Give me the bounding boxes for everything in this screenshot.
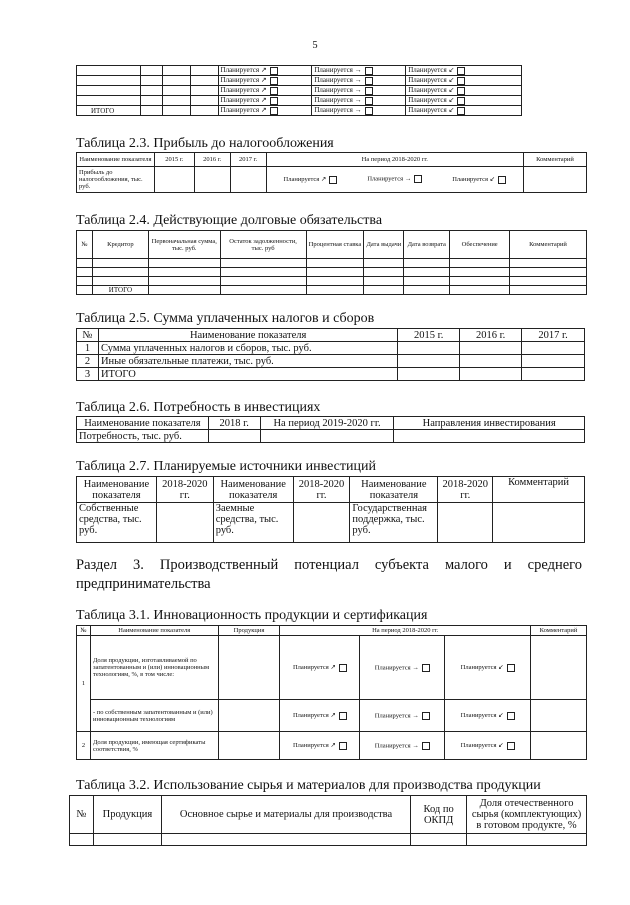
checkbox[interactable] xyxy=(422,664,430,672)
table-2-4-caption: Таблица 2.4. Действующие долговые обязательства xyxy=(76,213,383,228)
header-cell: Первоначальная сумма, тыс. руб. xyxy=(148,231,220,259)
row-label: Потребность, тыс. руб. xyxy=(77,430,209,443)
checkbox[interactable] xyxy=(365,67,373,75)
header-cell: 2015 г. xyxy=(398,329,460,342)
header-cell: На период 2018-2020 гг. xyxy=(280,626,531,636)
row-label: Государственная поддержка, тыс. руб. xyxy=(350,503,438,543)
header-cell: 2018-2020 гг. xyxy=(156,477,213,503)
checkbox[interactable] xyxy=(457,87,465,95)
header-cell: Дата возврата xyxy=(404,231,450,259)
header-cell: № xyxy=(77,626,91,636)
top-continuation-table: Планируется ↗ Планируется → Планируется ↙ Планируется ↗ Планируется → Планируется ↙ Планируется ↗ Планируется → Планируется ↙ Планируется ↗ Планируется → Планируется ↙ ИТОГО Планируется ↗ Планируется → Планируется ↙ xyxy=(76,65,522,116)
row-label: Прибыль до налогообложения, тыс. руб. xyxy=(77,167,155,193)
table-2-6 xyxy=(76,416,585,443)
total-label: ИТОГО xyxy=(77,106,141,116)
header-cell: Наименование показателя xyxy=(77,477,157,503)
header-cell: Комментарий xyxy=(531,626,587,636)
header-cell: 2018-2020 гг. xyxy=(293,477,350,503)
header-cell: На период 2019-2020 гг. xyxy=(260,417,394,430)
header-cell: № xyxy=(70,796,94,834)
header-cell: 2015 г. xyxy=(154,153,194,167)
table-row: 1 Сумма уплаченных налогов и сборов, тыс. руб. xyxy=(77,342,585,355)
header-cell: 2016 г. xyxy=(194,153,230,167)
header-cell: Продукция xyxy=(93,796,161,834)
row-label: Заемные средства, тыс. руб. xyxy=(213,503,293,543)
header-cell: 2017 г. xyxy=(522,329,585,342)
header-cell: Наименование показателя xyxy=(98,329,397,342)
checkbox[interactable] xyxy=(329,176,337,184)
header-cell: Наименование показателя xyxy=(77,417,209,430)
checkbox[interactable] xyxy=(507,742,515,750)
table-2-3-caption: Таблица 2.3. Прибыль до налогообложения xyxy=(76,136,334,151)
checkbox[interactable] xyxy=(339,712,347,720)
checkbox[interactable] xyxy=(457,77,465,85)
plan-cell: Планируется ↗ Планируется → Планируется ↙ xyxy=(266,167,524,193)
table-3-1 xyxy=(76,625,587,760)
header-cell: Наименование показателя xyxy=(90,626,218,636)
checkbox[interactable] xyxy=(339,742,347,750)
table-row: 2 Иные обязательные платежи, тыс. руб. xyxy=(77,355,585,368)
header-cell: Код по ОКПД xyxy=(411,796,467,834)
table-2-4 xyxy=(76,230,587,295)
checkbox[interactable] xyxy=(270,107,278,115)
page-number: 5 xyxy=(312,40,318,51)
checkbox[interactable] xyxy=(422,712,430,720)
table-2-5-caption: Таблица 2.5. Сумма уплаченных налогов и сборов xyxy=(76,311,375,326)
table-3-1-caption: Таблица 3.1. Инновационность продукции и сертификация xyxy=(76,608,428,623)
checkbox[interactable] xyxy=(457,67,465,75)
checkbox[interactable] xyxy=(365,77,373,85)
header-cell: Комментарий xyxy=(510,231,587,259)
checkbox[interactable] xyxy=(457,97,465,105)
section-heading: Раздел 3. Производственный потенциал субъекта малого и среднего предпринимательства xyxy=(76,557,582,592)
header-cell: Обеспечение xyxy=(450,231,510,259)
checkbox[interactable] xyxy=(270,67,278,75)
checkbox[interactable] xyxy=(365,107,373,115)
table-2-7 xyxy=(76,476,585,543)
table-2-5 xyxy=(76,328,585,381)
table-row: 2 Доля продукции, имеющая сертификаты соответствия, % Планируется ↗ Планируется → Планируется ↙ xyxy=(77,732,587,760)
table-row: 1 Доля продукции, изготавливаемой по запатентованным и (или) инновационным технологиям, %, в том числе: Планируется ↗ Планируется → Планируется ↙ xyxy=(77,636,587,700)
table-2-6-caption: Таблица 2.6. Потребность в инвестициях xyxy=(76,400,321,415)
header-cell: Направления инвестирования xyxy=(394,417,585,430)
total-label: ИТОГО xyxy=(92,286,148,295)
plan-down-cell: Планируется ↙ xyxy=(406,66,522,76)
table-2-3 xyxy=(76,152,587,193)
header-cell: Комментарий xyxy=(493,477,585,503)
header-cell: На период 2018-2020 гг. xyxy=(266,153,524,167)
checkbox[interactable] xyxy=(422,742,430,750)
checkbox[interactable] xyxy=(457,107,465,115)
checkbox[interactable] xyxy=(498,176,506,184)
header-cell: Остаток задолженности, тыс. руб xyxy=(220,231,306,259)
plan-right-cell: Планируется → xyxy=(312,66,406,76)
header-cell: Наименование показателя xyxy=(350,477,438,503)
header-cell: Кредитор xyxy=(92,231,148,259)
plan-up-cell: Планируется ↗ xyxy=(218,66,312,76)
checkbox[interactable] xyxy=(414,175,422,183)
header-cell: Комментарий xyxy=(524,153,587,167)
table-3-2 xyxy=(69,795,587,846)
checkbox[interactable] xyxy=(270,97,278,105)
header-cell: 2018-2020 гг. xyxy=(438,477,493,503)
table-2-7-caption: Таблица 2.7. Планируемые источники инвестиций xyxy=(76,459,376,474)
checkbox[interactable] xyxy=(365,87,373,95)
header-cell: 2018 г. xyxy=(208,417,260,430)
header-cell: 2016 г. xyxy=(460,329,522,342)
checkbox[interactable] xyxy=(507,664,515,672)
checkbox[interactable] xyxy=(270,87,278,95)
header-cell: 2017 г. xyxy=(230,153,266,167)
checkbox[interactable] xyxy=(365,97,373,105)
row-label: Собственные средства, тыс. руб. xyxy=(77,503,157,543)
header-cell: № xyxy=(77,329,99,342)
header-cell: Доля отечественного сырья (комплектующих) в готовом продукте, % xyxy=(467,796,587,834)
header-cell: Продукция xyxy=(218,626,280,636)
header-cell: Наименование показателя xyxy=(213,477,293,503)
table-row: 3 ИТОГО xyxy=(77,368,585,381)
header-cell: Дата выдачи xyxy=(364,231,404,259)
table-3-2-caption: Таблица 3.2. Использование сырья и материалов для производства продукции xyxy=(76,778,541,793)
header-cell: № xyxy=(77,231,93,259)
checkbox[interactable] xyxy=(507,712,515,720)
header-cell: Наименование показателя xyxy=(77,153,155,167)
checkbox[interactable] xyxy=(339,664,347,672)
table-row: - по собственным запатентованным и (или) инновационным технологиям Планируется ↗ Планируется → Планируется ↙ xyxy=(77,700,587,732)
header-cell: Процентная ставка xyxy=(306,231,364,259)
header-cell: Основное сырье и материалы для производства xyxy=(161,796,410,834)
checkbox[interactable] xyxy=(270,77,278,85)
